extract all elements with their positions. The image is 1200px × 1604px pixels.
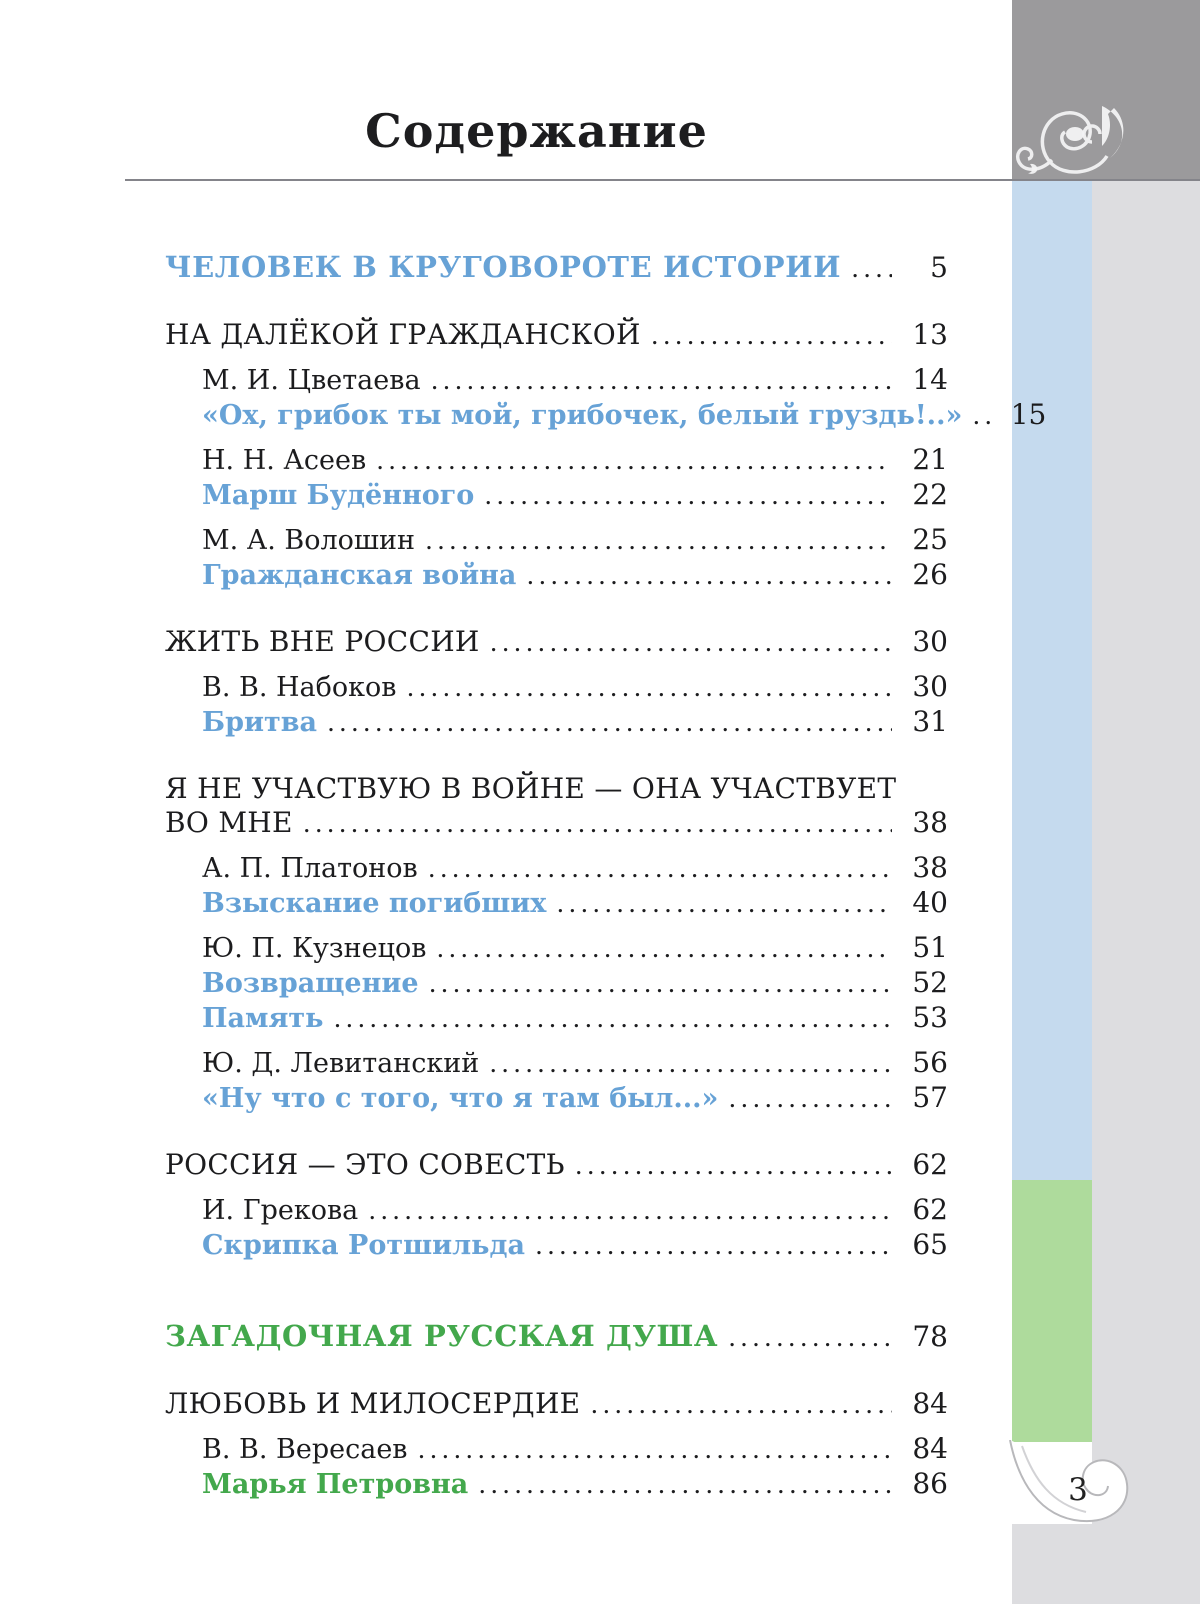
toc-row [165, 886, 948, 921]
toc-row [165, 523, 948, 558]
dot-leader [535, 1229, 892, 1263]
toc-entry-label: НА ДАЛЁКОЙ ГРАЖДАНСКОЙ [165, 318, 641, 351]
toc-row [165, 398, 1047, 433]
page-ref: 84 [912, 1387, 948, 1420]
toc-entry-label: Бритва [202, 707, 317, 738]
dot-leader [327, 706, 892, 740]
page-ref: 57 [912, 1081, 948, 1114]
toc-entry-label: «Ну что с того, что я там был...» [202, 1083, 719, 1114]
toc-row [165, 558, 948, 593]
dot-leader [651, 319, 892, 353]
page-ref: 56 [912, 1046, 948, 1079]
page-ref: 53 [912, 1001, 948, 1034]
toc-entry-label: Я НЕ УЧАСТВУЮ В ВОЙНЕ — ОНА УЧАСТВУЕТ [165, 772, 897, 805]
toc-row [165, 1228, 948, 1263]
toc-row [165, 1001, 948, 1036]
toc-row [165, 1148, 948, 1183]
page-ref: 84 [912, 1432, 948, 1465]
dot-leader [478, 1468, 892, 1502]
toc-entry-label: ВО МНЕ [165, 806, 293, 839]
toc-entry-label: «Ох, грибок ты мой, грибочек, белый груздь!..» [202, 400, 963, 431]
toc-row [165, 625, 948, 660]
dot-leader [851, 252, 892, 286]
toc-row [165, 1319, 948, 1355]
toc-row [165, 363, 948, 398]
toc-row [165, 670, 948, 705]
toc-entry-label: Взыскание погибших [202, 888, 547, 919]
toc-entry-label: Марья Петровна [202, 1469, 469, 1500]
toc-entry-label: Возвращение [202, 968, 419, 999]
page-ref: 13 [912, 318, 948, 351]
dot-leader [526, 559, 892, 593]
floral-swirl-icon [1012, 94, 1137, 179]
toc-entry-label: А. П. Платонов [202, 853, 418, 884]
toc-row [165, 1081, 948, 1116]
toc-row [165, 1193, 948, 1228]
page-ref: 30 [912, 670, 948, 703]
page-ref: 62 [912, 1148, 948, 1181]
section-blue-band [1012, 181, 1092, 1180]
page-ref: 51 [912, 931, 948, 964]
toc-entry-label: Марш Будённого [202, 480, 475, 511]
dot-leader [303, 807, 892, 841]
dot-leader [431, 364, 892, 398]
toc-entry-label: ЖИТЬ ВНЕ РОССИИ [165, 625, 480, 658]
toc-entry-label: И. Грекова [202, 1195, 359, 1226]
margin-gray-band [1092, 181, 1200, 1604]
dot-leader [489, 1047, 892, 1081]
toc-entry-label: ЛЮБОВЬ И МИЛОСЕРДИЕ [165, 1387, 581, 1420]
page-ref: 62 [912, 1193, 948, 1226]
page-ref: 31 [912, 705, 948, 738]
page-title: Содержание [365, 104, 708, 158]
page-ref: 25 [912, 523, 948, 556]
dot-leader [425, 524, 892, 558]
dot-leader [972, 399, 990, 433]
toc-row [165, 1432, 948, 1467]
dot-leader [728, 1082, 892, 1116]
toc-entry-label: Ю. Д. Левитанский [202, 1048, 480, 1079]
dot-leader [575, 1149, 892, 1183]
dot-leader [728, 1321, 892, 1355]
toc-row [165, 806, 948, 841]
toc-entry-label: Н. Н. Асеев [202, 445, 367, 476]
toc-row [165, 250, 948, 286]
toc-entry-label: РОССИЯ — ЭТО СОВЕСТЬ [165, 1148, 565, 1181]
page-ref: 22 [912, 478, 948, 511]
toc-entry-label: М. И. Цветаева [202, 365, 421, 396]
toc-entry-label: В. В. Набоков [202, 672, 397, 703]
dot-leader [333, 1002, 892, 1036]
toc-row [165, 1467, 948, 1502]
page-ref: 38 [912, 806, 948, 839]
page-ref: 30 [912, 625, 948, 658]
page-ref: 65 [912, 1228, 948, 1261]
header-gray-band [1012, 0, 1200, 179]
toc-row [165, 851, 948, 886]
page-ref: 15 [1010, 398, 1047, 431]
page-ref: 5 [930, 251, 948, 284]
dot-leader [418, 1433, 893, 1467]
dot-leader [428, 852, 892, 886]
toc-entry-label: Память [202, 1003, 324, 1034]
dot-leader [590, 1388, 892, 1422]
toc-entry-label: Скрипка Ротшильда [202, 1230, 525, 1261]
toc-row [165, 478, 948, 513]
section-green-band [1012, 1180, 1092, 1442]
toc-entry-label: Ю. П. Кузнецов [202, 933, 427, 964]
title-rule [125, 179, 1200, 181]
toc-entry-label: В. В. Вересаев [202, 1434, 408, 1465]
page-ref: 21 [912, 443, 948, 476]
page-ref: 78 [912, 1320, 948, 1353]
toc-list [165, 250, 1047, 1502]
toc-row [165, 318, 948, 353]
toc-row [165, 1387, 948, 1422]
page-ref: 40 [912, 886, 948, 919]
toc-row [165, 931, 948, 966]
dot-leader [368, 1194, 892, 1228]
page-ref: 14 [912, 363, 948, 396]
page-ref: 52 [912, 966, 948, 999]
toc-row [165, 772, 948, 806]
dot-leader [556, 887, 892, 921]
toc-entry-label: М. А. Волошин [202, 525, 416, 556]
page-ref: 38 [912, 851, 948, 884]
margin-gray-band-bottom [1012, 1524, 1092, 1604]
dot-leader [436, 932, 892, 966]
dot-leader [376, 444, 892, 478]
toc-entry-label: ЧЕЛОВЕК В КРУГОВОРОТЕ ИСТОРИИ [165, 250, 842, 284]
toc-entry-label: ЗАГАДОЧНАЯ РУССКАЯ ДУША [165, 1319, 719, 1353]
dot-leader [429, 967, 892, 1001]
dot-leader [484, 479, 892, 513]
page-ref: 26 [912, 558, 948, 591]
dot-leader [407, 671, 893, 705]
toc-row [165, 705, 948, 740]
toc-row [165, 1046, 948, 1081]
toc-entry-label: Гражданская война [202, 560, 517, 591]
toc-row [165, 966, 948, 1001]
dot-leader [490, 626, 892, 660]
page-ref: 86 [912, 1467, 948, 1500]
folio-page-number: 3 [1068, 1472, 1088, 1508]
toc-row [165, 443, 948, 478]
